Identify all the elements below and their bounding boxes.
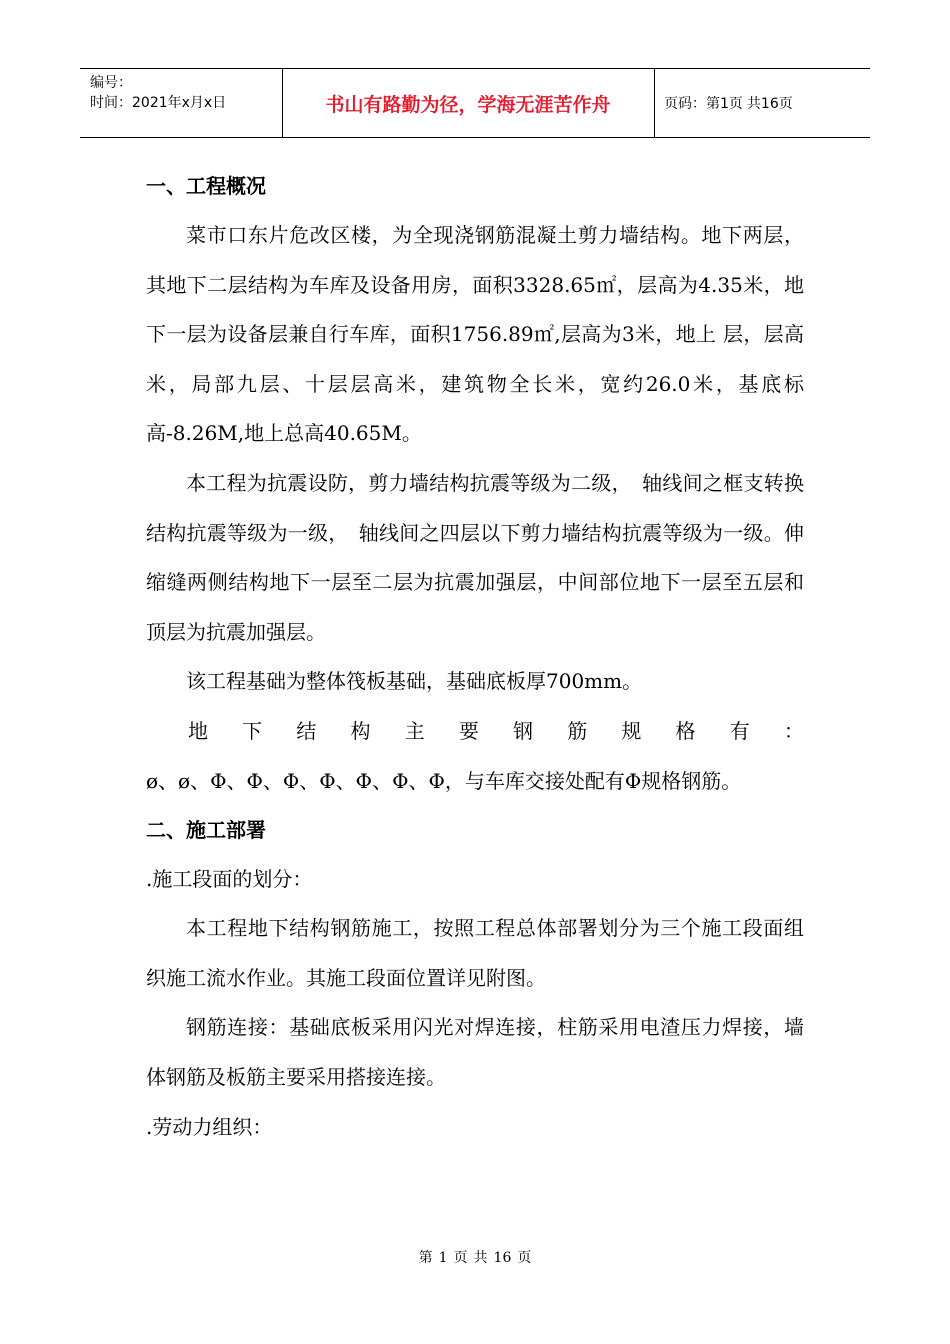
page-total: 共16页 — [746, 96, 793, 112]
subsection-title: .劳动力组织： — [146, 1114, 273, 1139]
spec-char: 格 — [675, 718, 696, 743]
spec-char: ： — [783, 718, 804, 743]
footer-total-pages: 16 — [493, 1250, 512, 1266]
spec-char: 要 — [458, 718, 479, 743]
spec-char: 钢 — [513, 718, 534, 743]
document-date: 时间：2021年x月x日 — [90, 95, 227, 111]
paragraph: 菜市口东片危改区楼，为全现浇钢筋混凝土剪力墙结构。地下两层，其地下二层结构为车库及设备用房，面积3328.65㎡，层高为4.35米，地下一层为设备层兼自行车库，面积1756.89㎡,层高为3米，地上 层，层高米，局部九层、十层层高米，建筑物全长米，宽约26.0米，基底标高-8.26M,地上总高40.65M。 — [146, 223, 804, 446]
paragraph: ø、ø、Φ、Φ、Φ、Φ、Φ、Φ、Φ，与车库交接处配有Φ规格钢筋。 — [146, 768, 742, 793]
paragraph: 本工程地下结构钢筋施工，按照工程总体部署划分为三个施工段面组织施工流水作业。其施工段面位置详见附图。 — [146, 916, 804, 990]
header-divider — [654, 69, 655, 137]
paragraph: 本工程为抗震设防，剪力墙结构抗震等级为二级， 轴线间之框支转换结构抗震等级为一级， 轴线间之四层以下剪力墙结构抗震等级为一级。伸缩缝两侧结构地下一层至二层为抗震加强层，中间部位地下一层至五层和顶层为抗震加强层。 — [146, 470, 804, 644]
section-title: 二、施工部署 — [146, 818, 266, 843]
paragraph: 该工程基础为整体筏板基础，基础底板厚700mm。 — [186, 669, 643, 694]
spec-char: 主 — [404, 718, 425, 743]
spec-char: 结 — [296, 718, 317, 743]
footer-text: 页 — [517, 1250, 532, 1266]
header-motto: 书山有路勤为径，学海无涯苦作舟 — [325, 93, 611, 116]
footer-text: 共 — [473, 1250, 488, 1266]
spec-char: 规 — [621, 718, 642, 743]
document-number-label: 编号： — [90, 75, 132, 91]
spec-char: 地 — [188, 718, 208, 743]
section-title: 一、工程概况 — [146, 174, 266, 198]
spec-char: 有 — [729, 718, 750, 743]
document-body — [146, 162, 804, 1152]
footer-text: 第 — [418, 1250, 433, 1266]
page-footer — [0, 1247, 950, 1267]
subsection-title: .施工段面的划分： — [146, 867, 313, 892]
spec-char: 构 — [350, 718, 371, 743]
page-number: 页码：第1页 — [664, 96, 743, 112]
header-meta — [90, 73, 226, 113]
document-header — [80, 68, 870, 138]
footer-text: 页 — [453, 1250, 468, 1266]
header-page-info — [664, 69, 793, 137]
spec-char: 下 — [242, 718, 263, 743]
paragraph: 钢筋连接：基础底板采用闪光对焊连接，柱筋采用电渣压力焊接，墙体钢筋及板筋主要采用搭接连接。 — [146, 1015, 804, 1089]
rebar-spec-line — [146, 707, 804, 757]
spec-char: 筋 — [567, 718, 588, 743]
footer-page-number: 1 — [438, 1250, 448, 1266]
